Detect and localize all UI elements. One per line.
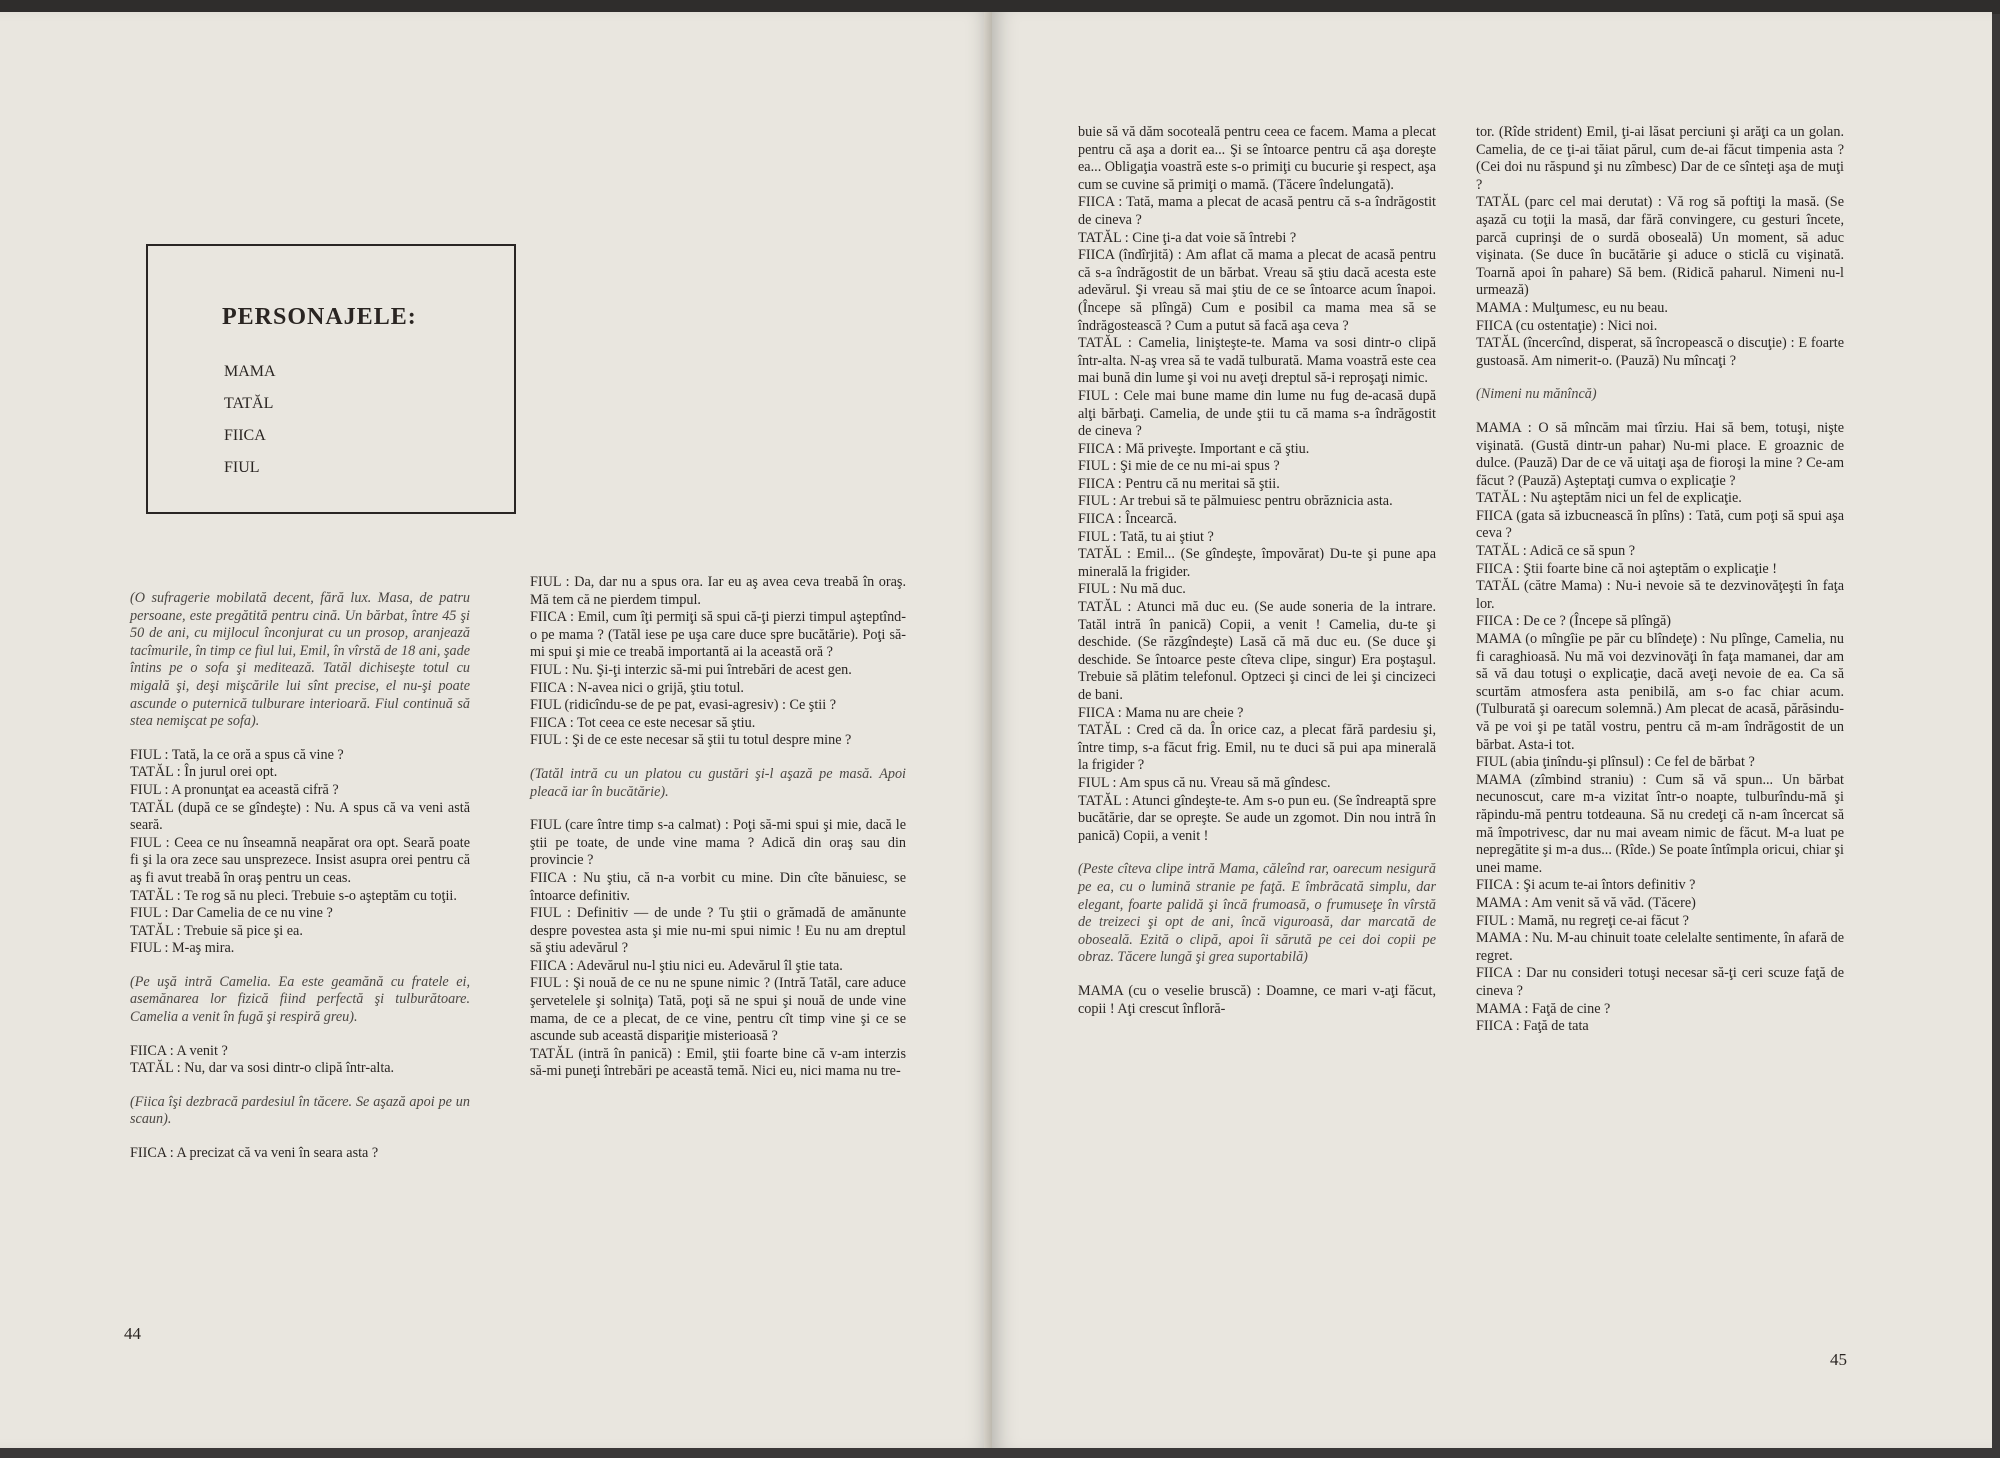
- dialogue-line: FIICA : A venit ?: [130, 1042, 228, 1059]
- dialogue-line: MAMA : O să mîncăm mai tîrziu. Hai să bem, totuşi, nişte vişinată. (Gustă dintr-un pahar) Nu-mi place. E groaznic de dulce. (Pauză) Dar de ce vă uitaţi aşa de fioroşi la mine ? Ce-am făcut ? (Pauză) Aşteptaţi cumva o explicaţie ?: [1476, 419, 1844, 489]
- dialogue-line: buie să vă dăm socoteală pentru ceea ce facem. Mama a plecat pentru că aşa a dorit ea... Şi se întoarce pentru că aşa doreşte ea... Obligaţia voastră este s-o primiţi cu bucurie şi respect, aşa cum se cuvine să primiţi o mamă. (Tăcere îndelungată).: [1078, 124, 1436, 193]
- dialogue-line: FIUL : M-aş mira.: [130, 940, 235, 957]
- dialogue-line: FIUL : Da, dar nu a spus ora. Iar eu aş avea ceva treabă în oraş. Mă tem că ne pierdem timpul.: [530, 574, 906, 608]
- dialogue-line: FIUL : A pronunţat ea această cifră ?: [130, 781, 339, 798]
- dialogue-line: TATĂL : Camelia, linişteşte-te. Mama va sosi dintr-o clipă într-alta. N-aş vrea să te vadă tulburată. Mama voastră este cea mai bună din lume şi voi nu aveţi dreptul să-i reproşaţi nimic.: [1078, 335, 1436, 387]
- dialogue-line: FIUL : Tată, la ce oră a spus că vine ?: [130, 746, 344, 763]
- dialogue-line: MAMA : Mulţumesc, eu nu beau.: [1476, 299, 1668, 316]
- dialogue-line: FIICA (gata să izbucnească în plîns) : Tată, cum poţi să spui aşa ceva ?: [1476, 507, 1844, 542]
- dialogue-line: FIICA : A precizat că va veni în seara asta ?: [130, 1145, 379, 1162]
- stage-direction: (Pe uşă intră Camelia. Ea este geamănă cu fratele ei, asemănarea lor fizică fiind perfectă şi tulburătoare. Camelia a venit în fugă şi respiră greu).: [130, 973, 470, 1026]
- dialogue-line: FIUL : Nu. Şi-ţi interzic să-mi pui întrebări de acest gen.: [530, 661, 852, 678]
- dialogue-line: FIICA : N-avea nici o grijă, ştiu totul.: [530, 679, 744, 696]
- dialogue-line: FIUL : Şi nouă de ce nu ne spune nimic ? (Intră Tatăl, care aduce şervetelele şi solniţa) Tată, poţi să ne spui şi nouă de unde vine mama, de ce a plecat, de ce vine, pentru cît timp vine şi ce se ascunde sub această dispariţie misterioasă ?: [530, 975, 906, 1045]
- dialogue-line: MAMA : Faţă de cine ?: [1476, 1000, 1611, 1017]
- characters-title: PERSONAJELE:: [222, 304, 417, 330]
- dialogue-line: FIICA : Mă priveşte. Important e că ştiu.: [1078, 440, 1310, 457]
- dialogue-line: MAMA : Am venit să vă văd. (Tăcere): [1476, 894, 1696, 911]
- page-number-left: 44: [124, 1324, 141, 1343]
- dialogue-line: FIUL : Nu mă duc.: [1078, 581, 1186, 598]
- dialogue-line: FIICA : Tot ceea ce este necesar să ştiu.: [530, 714, 756, 731]
- dialogue-line: MAMA (zîmbind straniu) : Cum să vă spun... Un bărbat necunoscut, care m-a vizitat într-o noapte, tulburîndu-mă şi răpindu-mă pentru totdeauna. Să nu credeţi că n-am încercat să mă împotrivesc, dar nu mai aveam nimic de făcut. M-a luat pe nepregătite şi m-a dus... (Rîde.) Se poate întîmpla oricui, chiar şi unei mame.: [1476, 771, 1844, 876]
- dialogue-line: MAMA : Nu. M-au chinuit toate celelalte sentimente, în afară de regret.: [1476, 930, 1844, 964]
- dialogue-line: FIUL : Tată, tu ai ştiut ?: [1078, 528, 1214, 545]
- page-number-right: 45: [1830, 1350, 1847, 1369]
- dialogue-line: FIUL : Ar trebui să te pălmuiesc pentru obrăznicia asta.: [1078, 493, 1393, 510]
- dialogue-line: FIUL : Definitiv — de unde ? Tu ştii o grămadă de amănunte despre povestea asta şi mie nu-mi spui nimic ! Eu nu am dreptul să ştiu adevărul ?: [530, 905, 906, 957]
- dialogue-line: FIICA : Emil, cum îţi permiţi să spui că-ţi pierzi timpul aşteptînd-o pe mama ? (Tatăl iese pe uşa care duce spre bucătărie). Poţi să-mi spui şi mie ce treabă importantă ai la această oră ?: [530, 609, 906, 661]
- dialogue-line: TATĂL (parc cel mai derutat) : Vă rog să poftiţi la masă. (Se aşază cu toţii la masă, dar fără convingere, cu gesturi încete, parcă cuprinşi de o surdă oboseală) Un moment, să aduc vişinata. (Se duce în bucătărie şi aduce o sticlă cu vişinată. Toarnă apoi în pahare) Să bem. (Ridică paharul. Nimeni nu-l urmează): [1476, 194, 1844, 299]
- dialogue-line: TATĂL : Trebuie să pice şi ea.: [130, 922, 303, 939]
- dialogue-line: FIICA : Pentru că nu meritai să ştii.: [1078, 475, 1280, 492]
- dialogue-line: FIICA : Şi acum te-ai întors definitiv ?: [1476, 877, 1696, 894]
- dialogue-line: TATĂL : Te rog să nu pleci. Trebuie s-o aşteptăm cu toţii.: [130, 887, 457, 904]
- stage-direction: (Tatăl intră cu un platou cu gustări şi-l aşază pe masă. Apoi pleacă iar în bucătărie).: [530, 765, 906, 800]
- stage-direction: (Nimeni nu mănîncă): [1476, 386, 1597, 403]
- dialogue-line: TATĂL : Cred că da. În orice caz, a plecat fără pardesiu şi, între timp, s-a făcut frig. Emil, nu te duci să pui apa minerală la frigider ?: [1078, 722, 1436, 774]
- right-column-2: [1476, 124, 1844, 1036]
- character-fiica: FIICA: [224, 427, 266, 444]
- character-fiul: FIUL: [224, 459, 260, 476]
- dialogue-line: TATĂL : Atunci mă duc eu. (Se aude soneria de la intrare. Tatăl intră în panică) Copii, a venit ! Camelia, du-te şi deschide. (Se răzgîndeşte) Lasă că mă duc eu. (Se duce şi deschide. Se întoarce peste cîteva clipe, singur) Era poştaşul. Trebuie să plătim telefonul. Optzeci şi cinci de lei şi cincizeci de bani.: [1078, 599, 1436, 703]
- dialogue-line: FIUL : Cele mai bune mame din lume nu fug de-acasă după alţi bărbaţi. Camelia, de unde ştii tu că mama s-a îndrăgostit de cineva ?: [1078, 387, 1436, 440]
- stage-direction: (O sufragerie mobilată decent, fără lux. Masa, de patru persoane, este pregătită pentru cină. Un bărbat, între 45 şi 50 de ani, cu mijlocul înconjurat cu un prosop, aranjează tacîmurile, în timp ce fiul lui, Emil, în vîrstă de 18 ani, şade întins pe o sofa şi meditează. Tatăl dichiseşte totul cu migală şi, deşi mişcările lui sînt precise, el nu-şi poate ascunde o puternică tulburare interioară. Fiul continuă să stea nemişcat pe sofa).: [130, 590, 470, 730]
- dialogue-line: TATĂL (după ce se gîndeşte) : Nu. A spus că va veni astă seară.: [130, 799, 470, 834]
- stage-direction: (Fiica îşi dezbracă pardesiul în tăcere. Se aşază apoi pe un scaun).: [130, 1093, 470, 1128]
- dialogue-line: tor. (Rîde strident) Emil, ţi-ai lăsat perciuni şi arăţi ca un golan. Camelia, de ce ţi-ai tăiat părul, cum de-ai făcut timpenia asta ? (Cei doi nu răspund şi nu zîmbesc) Dar de ce sînteţi aşa de muţi ?: [1476, 124, 1844, 193]
- dialogue-line: FIICA : De ce ? (Începe să plîngă): [1476, 613, 1672, 630]
- dialogue-line: MAMA (cu o veselie bruscă) : Doamne, ce mari v-aţi făcut, copii ! Aţi crescut înfloră-: [1078, 982, 1436, 1017]
- dialogue-line: TATĂL : În jurul orei opt.: [130, 764, 278, 781]
- dialogue-line: MAMA (o mîngîie pe păr cu blîndeţe) : Nu plînge, Camelia, nu fi caraghioasă. Nu mă voi dezvinovăţi în faţa mamanei, dar am să vă dau totuşi o explicaţie, dacă aveţi nevoie de ea. Ca să scurtăm atmosfera asta penibilă, am s-o fac chiar acum. (Tulburată şi oarecum solemnă.) Am plecat de acasă, părăsindu-vă pe voi şi pe tatăl vostru, pentru că m-am îndrăgostit de un bărbat. Asta-i tot.: [1476, 631, 1844, 753]
- dialogue-line: TATĂL : Nu aşteptăm nici un fel de explicaţie.: [1476, 490, 1742, 507]
- dialogue-line: FIICA (cu ostentaţie) : Nici noi.: [1476, 317, 1658, 334]
- dialogue-line: TATĂL (intră în panică) : Emil, ştii foarte bine că v-am interzis să-mi puneţi întrebări pe această temă. Nici eu, nici mama nu tre-: [530, 1045, 906, 1080]
- left-column-1: [130, 574, 470, 1163]
- right-column-1: [1078, 124, 1436, 1018]
- dialogue-line: FIICA : Nu ştiu, că n-a vorbit cu mine. Din cîte bănuiesc, se întoarce definitiv.: [530, 869, 906, 904]
- dialogue-line: TATĂL (încercînd, disperat, să încropească o discuţie) : E foarte gustoasă. Am nimerit-o. (Pauză) Nu mîncaţi ?: [1476, 335, 1844, 369]
- dialogue-line: FIUL : Şi mie de ce nu mi-ai spus ?: [1078, 458, 1280, 475]
- dialogue-line: TATĂL : Atunci gîndeşte-te. Am s-o pun eu. (Se îndreaptă spre bucătărie, dar se opreşte. Se aude un zgomot. Din nou intră în panică) Copii, a venit !: [1078, 792, 1436, 844]
- dialogue-line: FIUL : Ceea ce nu înseamnă neapărat ora opt. Seară poate fi şi la ora zece sau unsprezece. Insist asupra orei pentru că aş fi avut treabă în oraş pentru un ceas.: [130, 834, 470, 886]
- characters-list: [224, 356, 276, 484]
- dialogue-line: FIICA : Mama nu are cheie ?: [1078, 704, 1244, 721]
- dialogue-line: TATĂL : Adică ce să spun ?: [1476, 543, 1636, 560]
- dialogue-line: FIUL : Şi de ce este necesar să ştii tu totul despre mine ?: [530, 732, 852, 749]
- dialogue-line: FIICA : Încearcă.: [1078, 511, 1177, 528]
- character-mama: MAMA: [224, 363, 276, 380]
- dialogue-line: FIUL (abia ţinîndu-şi plînsul) : Ce fel de bărbat ?: [1476, 754, 1755, 771]
- dialogue-line: TATĂL (către Mama) : Nu-i nevoie să te dezvinovăţeşti în faţa lor.: [1476, 578, 1844, 612]
- dialogue-line: FIUL : Mamă, nu regreţi ce-ai făcut ?: [1476, 912, 1689, 929]
- stage-direction: (Peste cîteva clipe intră Mama, căleînd rar, oarecum nesigură pe ea, cu o lumină stranie pe faţă. E îmbrăcată simplu, dar elegant, foarte palidă şi încă frumoasă, o frumuseţe în vîrstă de treizeci şi opt de ani, încă viguroasă, dar marcată de oboseală. Ezită o clipă, apoi îi sărută pe cei doi copii pe obraz. Tăcere lungă şi grea suportabilă): [1078, 861, 1436, 966]
- dialogue-line: TATĂL : Cine ţi-a dat voie să întrebi ?: [1078, 229, 1297, 246]
- left-page: [0, 12, 992, 1448]
- right-page: [992, 12, 1992, 1448]
- dialogue-line: FIICA : Tată, mama a plecat de acasă pentru că s-a îndrăgostit de cineva ?: [1078, 194, 1436, 228]
- dialogue-line: FIICA (îndîrjită) : Am aflat că mama a plecat de acasă pentru că s-a îndrăgostit de un bărbat. Vreau să ştiu dacă acesta este adevărul. Şi vreau să mai ştiu de ce se întoarce acum înapoi. (Începe să plîngă) Cum e posibil ca mama mea să se îndrăgostească ? Cum a putut să facă aşa ceva ?: [1078, 247, 1436, 334]
- dialogue-line: FIICA : Ştii foarte bine că noi aşteptăm o explicaţie !: [1476, 560, 1778, 577]
- dialogue-line: FIUL (ridicîndu-se de pe pat, evasi-agresiv) : Ce ştii ?: [530, 697, 836, 714]
- character-tatal: TATĂL: [224, 395, 274, 412]
- dialogue-line: FIUL (care între timp s-a calmat) : Poţi să-mi spui şi mie, dacă le ştii pe toate, de unde vine mama ? Adică din oraş sau din provincie ?: [530, 817, 906, 869]
- dialogue-line: FIICA : Faţă de tata: [1476, 1018, 1589, 1035]
- dialogue-line: TATĂL : Nu, dar va sosi dintr-o clipă într-alta.: [130, 1060, 395, 1077]
- dialogue-line: FIICA : Dar nu consideri totuşi necesar să-ţi ceri scuze faţă de cineva ?: [1476, 965, 1844, 999]
- dialogue-line: FIUL : Am spus că nu. Vreau să mă gîndesc.: [1078, 774, 1331, 791]
- dialogue-line: FIICA : Adevărul nu-l ştiu nici eu. Adevărul îl ştie tata.: [530, 957, 843, 974]
- characters-box: [146, 244, 516, 514]
- dialogue-line: TATĂL : Emil... (Se gîndeşte, împovărat) Du-te şi pune apa minerală la frigider.: [1078, 546, 1436, 580]
- left-column-2: [530, 574, 906, 1081]
- dialogue-line: FIUL : Dar Camelia de ce nu vine ?: [130, 905, 333, 922]
